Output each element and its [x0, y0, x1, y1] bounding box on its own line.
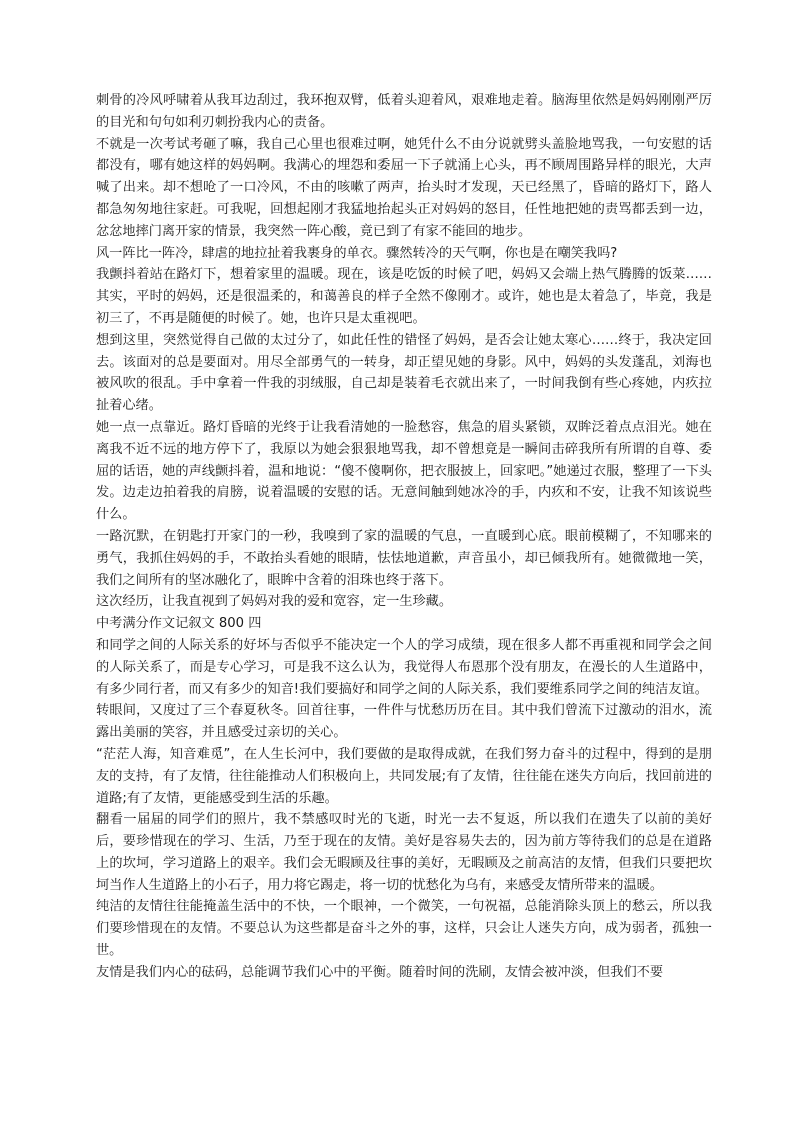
paragraph-8: 这次经历，让我直视到了妈妈对我的爱和宽容，定一生珍藏。	[96, 594, 453, 610]
paragraph-12: 翻看一届届的同学们的照片，我不禁感叹时光的飞逝，时光一去不复返，所以我们在遗失了以前的美好后，要珍惜现在的学习、生活，乃至于现在的友情。美好是容易失去的，因为前方等待我们的总是在道路上的坎坷，学习道路上的艰辛。我们会无暇顾及往事的美好，无暇顾及之前高洁的友情，但我们只要把坎坷当作人生道路上的小石子，用力将它踢走，将一切的忧愁化为乌有，来感受友情所带来的温暖。	[96, 812, 712, 893]
paragraph-4: 我颤抖着站在路灯下，想着家里的温暖。现在，该是吃饭的时候了吧，妈妈又会端上热气腾腾的饭菜……其实，平时的妈妈，还是很温柔的，和蔼善良的样子全然不像刚才。或许，她也是太着急了，毕竟，我是初三了，不再是随便的时候了。她，也许只是太重视吧。	[96, 267, 712, 326]
paragraph-3: 风一阵比一阵冷，肆虐的地拉扯着我裹身的单衣。骤然转冷的天气啊，你也是在嘲笑我吗?	[96, 245, 618, 261]
paragraph-13: 纯洁的友情往往能掩盖生活中的不快，一个眼神，一个微笑，一句祝福，总能消除头顶上的愁云，所以我们要珍惜现在的友情。不要总认为这些都是奋斗之外的事，这样，只会让人迷失方向，成为弱者，孤独一世。	[96, 899, 712, 959]
paragraph-1: 刺骨的冷风呼啸着从我耳边刮过，我环抱双臂，低着头迎着风，艰难地走着。脑海里依然是妈妈刚刚严厉的目光和句句如利刃刺扮我内心的责备。	[96, 93, 712, 130]
paragraph-10: 转眼间，又度过了三个春夏秋冬。回首往事，一件件与忧愁历历在目。其中我们曾流下过激动的泪水，流露出美丽的笑容，并且感受过亲切的关心。	[96, 703, 712, 741]
paragraph-9: 和同学之间的人际关系的好坏与否似乎不能决定一个人的学习成绩，现在很多人都不再重视和同学会之间的人际关系了，而是专心学习，可是我不这么认为，我觉得人布恩那个没有朋友，在漫长的人生道路中，有多少同行者，而又有多少的知音!我们要搞好和同学之间的人际关系，我们要维系同学之间的纯洁友谊。	[96, 637, 712, 697]
paragraph-11: “茫茫人海，知音难觅”，在人生长河中，我们要做的是取得成就，在我们努力奋斗的过程中，得到的是朋友的支持，有了友情，往往能推动人们积极向上，共同发展;有了友情，往往能在迷失方向后，找回前进的道路;有了友情，更能感受到生活的乐趣。	[96, 746, 712, 806]
document-page	[96, 90, 712, 984]
paragraph-6: 她一点一点靠近。路灯昏暗的光终于让我看清她的一脸愁容，焦急的眉头紧锁，双眸泛着点点泪光。她在离我不近不远的地方停下了，我原以为她会狠狠地骂我，却不曾想竟是一瞬间击碎我所有所谓的自尊、委屈的话语，她的声线颤抖着，温和地说：“傻不傻啊你，把衣服披上，回家吧。”她递过衣服，整理了一下头发。边走边拍着我的肩膀，说着温暖的安慰的话。无意间触到她冰冷的手，内疚和不安，让我不知该说些什么。	[96, 419, 712, 523]
section-heading: 中考满分作文记叙文 800 四	[96, 616, 262, 632]
paragraph-2: 不就是一次考试考砸了嘛，我自己心里也很难过啊，她凭什么不由分说就劈头盖脸地骂我，一句安慰的话都没有，哪有她这样的妈妈啊。我满心的埋怨和委屈一下子就涌上心头，再不顾周围路异样的眼光，大声喊了出来。却不想呛了一口冷风，不由的咳嗽了两声，抬头时才发现，天已经黑了，昏暗的路灯下，路人都急匆匆地往家赶。可我呢，回想起刚才我猛地抬起头正对妈妈的怒目，任性地把她的责骂都丢到一边，忿忿地摔门离开家的情景，我突然一阵心酸，竟已到了有家不能回的地步。	[96, 136, 712, 239]
paragraph-14: 友情是我们内心的砝码，总能调节我们心中的平衡。随着时间的洗刷，友情会被冲淡，但我们不要	[96, 964, 664, 980]
paragraph-7: 一路沉默，在钥匙打开家门的一秒，我嗅到了家的温暖的气息，一直暖到心底。眼前模糊了，不知哪来的勇气，我抓住妈妈的手，不敢抬头看她的眼睛，怯怯地道歉，声音虽小，却已倾我所有。她微微地一笑，我们之间所有的坚冰融化了，眼眸中含着的泪珠也终于落下。	[96, 528, 712, 588]
paragraph-5: 想到这里，突然觉得自己做的太过分了，如此任性的错怪了妈妈，是否会让她太寒心……终于，我决定回去。该面对的总是要面对。用尽全部勇气的一转身，却正望见她的身影。风中，妈妈的头发蓬乱，刘海也被风吹的很乱。手中拿着一件我的羽绒服，自己却是装着毛衣就出来了，一时间我倒有些心疼她，内疚拉扯着心绪。	[96, 332, 712, 414]
